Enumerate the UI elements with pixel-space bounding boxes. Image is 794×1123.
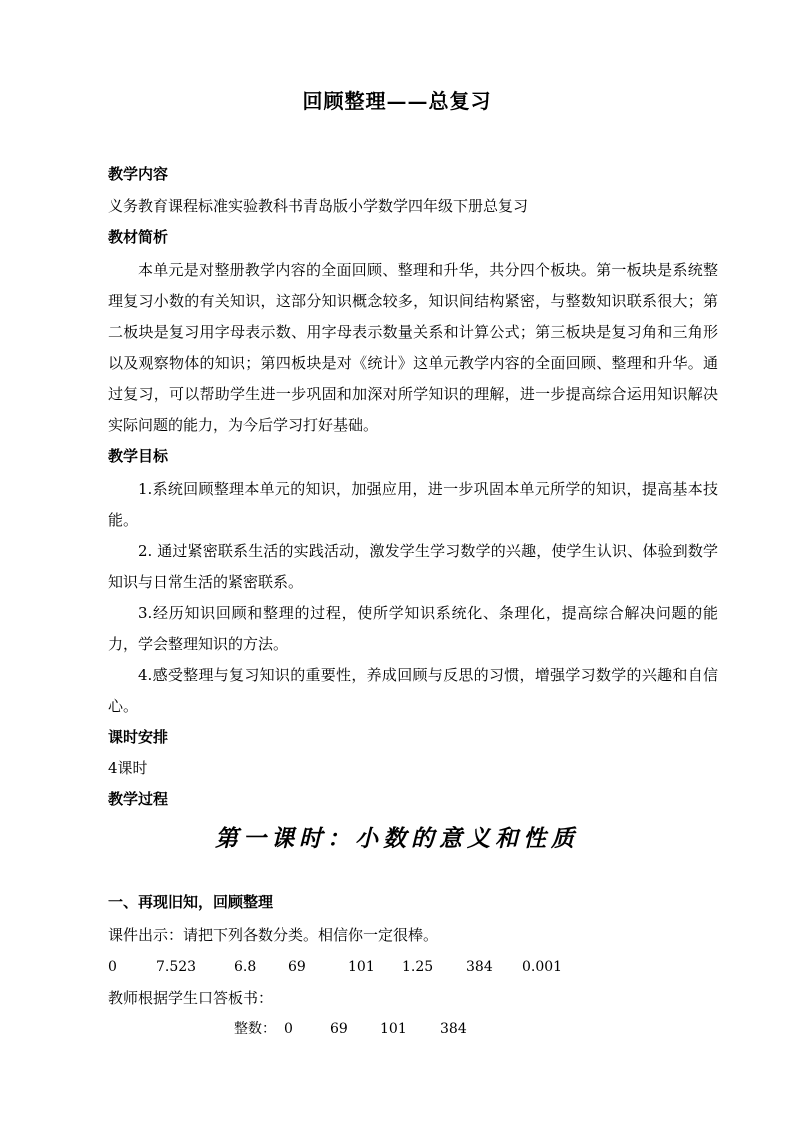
integer-item: 101 <box>380 1021 407 1037</box>
integer-item: 69 <box>330 1021 348 1037</box>
analysis-paragraph: 本单元是对整册教学内容的全面回顾、整理和升华，共分四个板块。第一板块是系统整理复习小数的有关知识，这部分知识概念较多，知识间结构紧密，与整数知识联系很大；第二板块是复习用字母表示数、用字母表示数量关系和计算公式；第三板块是复习角和三角形以及观察物体的知识；第四板块是对《统计》这单元教学内容的全面回顾、整理和升华。通过复习，可以帮助学生进一步巩固和加深对所学知识的理解，进一步提高综合运用知识解决实际问题的能力，为今后学习打好基础。 <box>108 261 718 434</box>
number-item: 384 <box>466 959 493 975</box>
goal-item-3: 3.经历知识回顾和整理的过程，使所学知识系统化、条理化，提高综合解决问题的能力，学会整理知识的方法。 <box>108 604 718 653</box>
analysis-heading: 教材简析 <box>108 228 169 246</box>
number-item: 6.8 <box>234 959 257 975</box>
integer-item: 0 <box>284 1021 293 1037</box>
goals-heading: 教学目标 <box>108 447 169 465</box>
content-text: 义务教育课程标准实验教科书青岛版小学数学四年级下册总复习 <box>108 197 529 215</box>
content-heading: 教学内容 <box>108 165 169 183</box>
goal-item-4: 4.感受整理与复习知识的重要性，养成回顾与反思的习惯，增强学习数学的兴趣和自信心。 <box>108 666 718 715</box>
process-heading: 教学过程 <box>108 790 169 808</box>
courseware-text: 课件出示：请把下列各数分类。相信你一定很棒。 <box>108 926 439 944</box>
number-item: 69 <box>288 959 306 975</box>
number-item: 0.001 <box>522 959 563 975</box>
number-item: 7.523 <box>156 959 197 975</box>
teacher-text: 教师根据学生口答板书： <box>108 989 274 1007</box>
part1-heading: 一、再现旧知，回顾整理 <box>108 893 274 911</box>
number-item: 0 <box>108 959 117 975</box>
integers-label: 整数： <box>234 1021 276 1037</box>
document-title: 回顾整理——总复习 <box>302 89 492 113</box>
schedule-text: 4课时 <box>108 759 148 777</box>
schedule-heading: 课时安排 <box>108 728 169 746</box>
lesson-title: 第一课时：小数的意义和性质 <box>215 825 579 852</box>
number-item: 1.25 <box>402 959 434 975</box>
goal-item-2: 2. 通过紧密联系生活的实践活动，激发学生学习数学的兴趣，使学生认识、体验到数学知识与日常生活的紧密联系。 <box>108 542 718 591</box>
integer-item: 384 <box>440 1021 467 1037</box>
number-item: 101 <box>348 959 375 975</box>
goal-item-1: 1.系统回顾整理本单元的知识，加强应用，进一步巩固本单元所学的知识，提高基本技能。 <box>108 480 718 529</box>
